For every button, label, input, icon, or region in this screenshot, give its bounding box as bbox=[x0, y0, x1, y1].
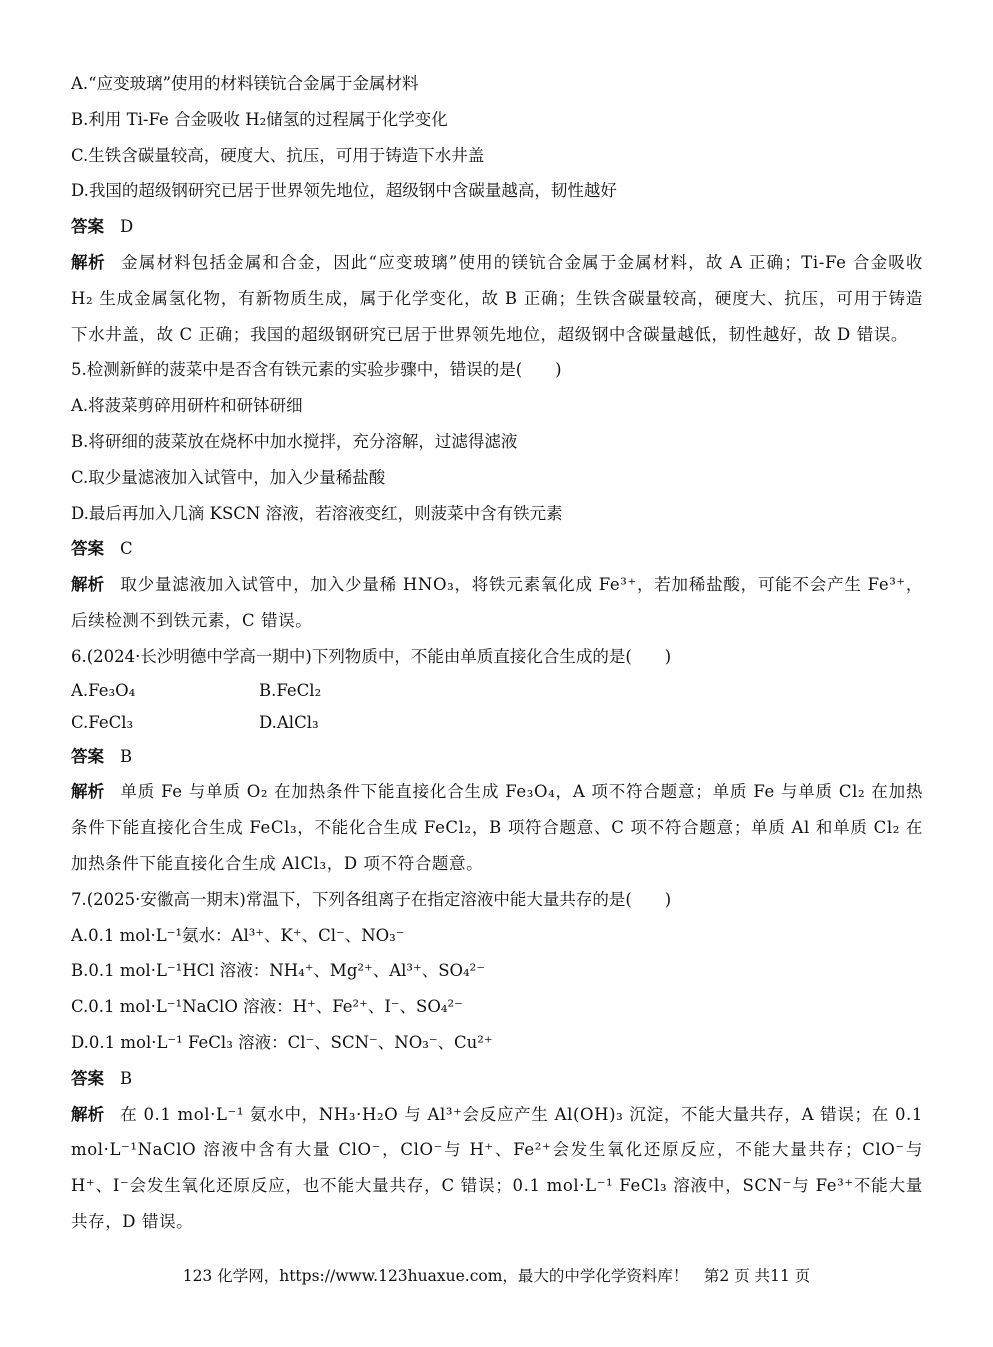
q5-stem: 5.检测新鲜的菠菜中是否含有铁元素的实验步骤中，错误的是( ) bbox=[71, 360, 562, 380]
document-page bbox=[71, 66, 923, 1240]
q6-analysis: 单质 Fe 与单质 O₂ 在加热条件下能直接化合生成 Fe₃O₄，A 项不符合题意；单质 Fe 与单质 Cl₂ 在加热条件下能直接化合生成 FeCl₃，不能化合生成 FeCl₂，B 项符合题意、C 项不符合题意；单质 Al 和单质 Cl₂ 在加热条件下能直接化合生成 AlCl₃，D 项不符合题意。 bbox=[71, 782, 923, 873]
analysis-label: 解析 bbox=[71, 1104, 105, 1124]
q6-answer: B bbox=[120, 746, 133, 766]
q6-option-d: D.AlCl₃ bbox=[259, 712, 319, 732]
q5-answer: C bbox=[120, 539, 133, 559]
q7-option-d: D.0.1 mol·L⁻¹ FeCl₃ 溶液：Cl⁻、SCN⁻、NO₃⁻、Cu²⁺ bbox=[71, 1032, 493, 1052]
analysis-label: 解析 bbox=[71, 252, 106, 272]
answer-label: 答案 bbox=[71, 217, 104, 237]
analysis-label: 解析 bbox=[71, 575, 105, 595]
q6-stem: 6.(2024·长沙明德中学高一期中)下列物质中，不能由单质直接化合生成的是( ) bbox=[71, 646, 672, 666]
q7-option-c: C.0.1 mol·L⁻¹NaClO 溶液：H⁺、Fe²⁺、I⁻、SO₄²⁻ bbox=[71, 997, 463, 1017]
q4-option-a: A.“应变玻璃”使用的材料镁钪合金属于金属材料 bbox=[71, 74, 419, 93]
q6-option-b: B.FeCl₂ bbox=[259, 680, 322, 700]
q4-option-c: C.生铁含碳量较高，硬度大、抗压，可用于铸造下水井盖 bbox=[71, 145, 485, 165]
q6-analysis-block bbox=[71, 774, 923, 881]
q4-option-b: B.利用 Ti-Fe 合金吸收 H₂储氢的过程属于化学变化 bbox=[71, 109, 448, 129]
q4-analysis-block bbox=[71, 245, 923, 352]
q5-answer-row bbox=[71, 531, 923, 567]
q4-answer: D bbox=[120, 217, 134, 237]
q6-option-c: C.FeCl₃ bbox=[71, 712, 134, 732]
answer-label: 答案 bbox=[71, 539, 104, 559]
q4-analysis: 金属材料包括金属和合金，因此“应变玻璃”使用的镁钪合金属于金属材料，故 A 正确；Ti-Fe 合金吸收 H₂ 生成金属氢化物，有新物质生成，属于化学变化，故 B 正确；生铁含碳量较高，硬度大、抗压，可用于铸造下水井盖，故 C 正确；我国的超级钢研究已居于世界领先地位，超级钢中含碳量越低，韧性越好，故 D 错误。 bbox=[71, 252, 924, 344]
q5-option-c: C.取少量滤液加入试管中，加入少量稀盐酸 bbox=[71, 467, 386, 487]
q7-analysis-block bbox=[71, 1097, 923, 1240]
q7-answer: B bbox=[120, 1068, 133, 1088]
q7-analysis: 在 0.1 mol·L⁻¹ 氨水中，NH₃·H₂O 与 Al³⁺会反应产生 Al(OH)₃ 沉淀，不能大量共存，A 错误；在 0.1 mol·L⁻¹NaClO 溶液中含有大量 ClO⁻，ClO⁻与 H⁺、Fe²⁺会发生氧化还原反应，不能大量共存；ClO⁻与 H⁺、I⁻会发生氧化还原反应，也不能大量共存，C 错误；0.1 mol·L⁻¹ FeCl₃ 溶液中，SCN⁻与 Fe³⁺不能大量共存，D 错误。 bbox=[71, 1104, 923, 1231]
q4-answer-row bbox=[71, 209, 923, 245]
q7-answer-row bbox=[71, 1061, 923, 1097]
page-footer: 123 化学网，https://www.123huaxue.com，最大的中学化学资料库！ 第2 页 共11 页 bbox=[182, 1267, 811, 1285]
q6-option-a: A.Fe₃O₄ bbox=[71, 680, 136, 700]
q5-option-d: D.最后再加入几滴 KSCN 溶液，若溶液变红，则菠菜中含有铁元素 bbox=[71, 503, 563, 523]
q6-options-row-2 bbox=[71, 707, 923, 739]
q7-option-b: B.0.1 mol·L⁻¹HCl 溶液：NH₄⁺、Mg²⁺、Al³⁺、SO₄²⁻ bbox=[71, 961, 485, 981]
q5-analysis-block bbox=[71, 567, 923, 639]
q5-option-a: A.将菠菜剪碎用研杵和研钵研细 bbox=[71, 396, 303, 416]
q7-option-a: A.0.1 mol·L⁻¹氨水：Al³⁺、K⁺、Cl⁻、NO₃⁻ bbox=[71, 925, 405, 945]
answer-label: 答案 bbox=[71, 746, 104, 766]
q6-answer-row bbox=[71, 739, 923, 775]
q6-options-row-1 bbox=[71, 675, 923, 707]
q4-option-d: D.我国的超级钢研究已居于世界领先地位，超级钢中含碳量越高，韧性越好 bbox=[71, 181, 617, 201]
q5-analysis: 取少量滤液加入试管中，加入少量稀 HNO₃，将铁元素氧化成 Fe³⁺，若加稀盐酸，可能不会产生 Fe³⁺，后续检测不到铁元素，C 错误。 bbox=[71, 575, 923, 630]
q7-stem: 7.(2025·安徽高一期末)常温下，下列各组离子在指定溶液中能大量共存的是( ) bbox=[71, 889, 672, 909]
analysis-label: 解析 bbox=[71, 782, 105, 802]
q5-option-b: B.将研细的菠菜放在烧杯中加水搅拌，充分溶解，过滤得滤液 bbox=[71, 431, 518, 451]
answer-label: 答案 bbox=[71, 1068, 104, 1088]
